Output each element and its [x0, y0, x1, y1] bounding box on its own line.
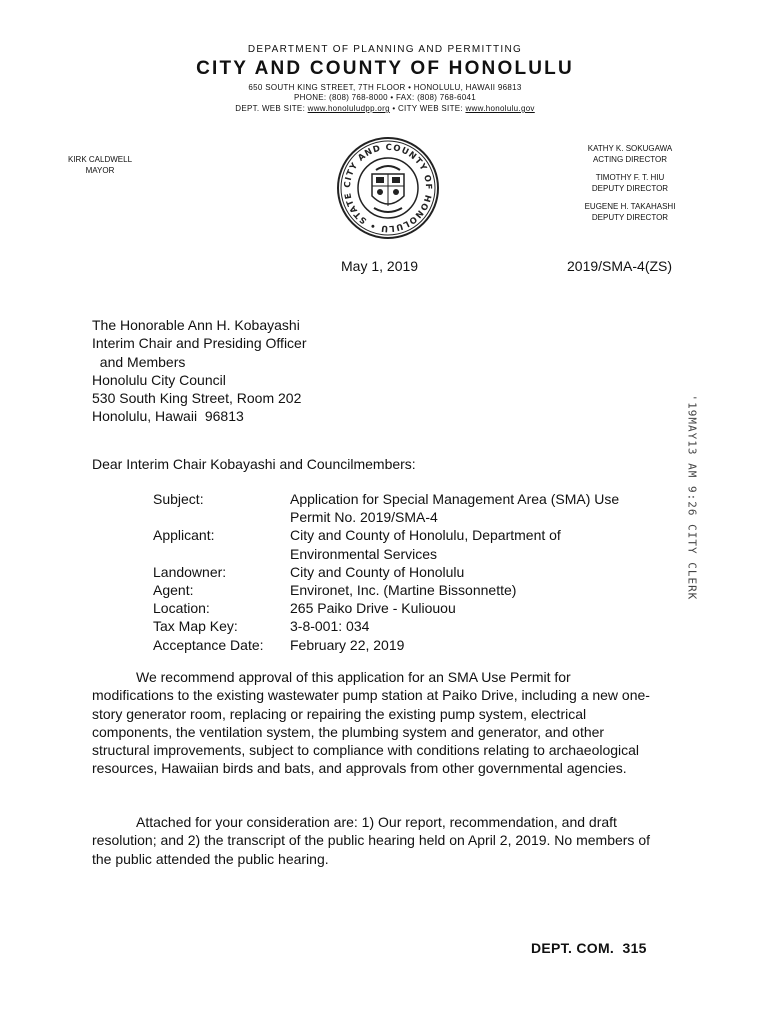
addressee-line: and Members	[92, 353, 186, 370]
mayor-block	[68, 154, 132, 176]
svg-text:CITY AND COUNTY OF HONOLULU •: CITY AND COUNTY OF HONOLULU • STATE	[342, 142, 434, 234]
detail-value: Environet, Inc. (Martine Bissonnette)	[290, 582, 517, 599]
city-seal-icon	[336, 136, 440, 240]
details-table	[153, 490, 630, 654]
details-row	[153, 563, 630, 581]
detail-label: Location:	[153, 600, 210, 617]
detail-label: Tax Map Key:	[153, 618, 238, 635]
officer-name: KATHY K. SOKUGAWA	[587, 144, 673, 153]
mayor-title: MAYOR	[85, 166, 115, 175]
officer-title: DEPUTY DIRECTOR	[591, 212, 669, 222]
addressee-line: Honolulu City Council	[92, 371, 226, 388]
details-row	[153, 599, 630, 617]
dept-website-link[interactable]: www.honoluludpp.org	[307, 104, 390, 113]
stamp-text: '19MAY13 AM 9:26 CITY CLERK	[685, 394, 699, 601]
details-row	[153, 526, 630, 562]
department-name: DEPARTMENT OF PLANNING AND PERMITTING	[247, 44, 523, 55]
salutation: Dear Interim Chair Kobayashi and Councilmembers:	[92, 456, 416, 472]
officers-block	[560, 144, 700, 223]
letterhead-websites	[0, 104, 770, 113]
file-number: 2019/SMA-4(ZS)	[567, 258, 673, 274]
addressee-block	[92, 316, 307, 426]
mayor-name: KIRK CALDWELL	[68, 155, 133, 164]
detail-value: City and County of Honolulu, Department of Environmental Services	[290, 527, 561, 562]
clerk-receipt-stamp	[680, 394, 704, 601]
details-row	[153, 617, 630, 635]
detail-label: Acceptance Date:	[153, 636, 264, 653]
detail-value: 3-8-001: 034	[290, 618, 370, 635]
paragraph-text: Attached for your consideration are: 1) Our report, recommendation, and draft resolution; and 2) the transcript of the public hearing held on April 2, 2019. No members of the public attended the public hearing.	[92, 814, 650, 867]
body-paragraph	[92, 668, 652, 778]
web-mid: • CITY WEB SITE:	[389, 104, 466, 113]
web-prefix: DEPT. WEB SITE:	[235, 104, 308, 113]
city-website-link[interactable]: www.honolulu.gov	[465, 104, 535, 113]
detail-label: Landowner:	[153, 563, 227, 580]
detail-label: Agent:	[153, 582, 194, 599]
details-row	[153, 490, 630, 526]
letterhead-phone: PHONE: (808) 768-8000 • FAX: (808) 768-6041	[293, 93, 477, 102]
addressee-line: Honolulu, Hawaii 96813	[92, 408, 244, 425]
addressee-line: The Honorable Ann H. Kobayashi	[92, 317, 300, 333]
detail-value: 265 Paiko Drive - Kuliouou	[290, 600, 456, 617]
officer-title: DEPUTY DIRECTOR	[591, 183, 669, 193]
paragraph-text: We recommend approval of this application for an SMA Use Permit for modifications to the existing wastewater pump station at Paiko Drive, including a new one-story generator room, replacing or repairing the existing pump system, electrical components, the ventilation system, the plumbing system and generator, and other structural improvements, subject to compliance with conditions relating to archaeological resources, Hawaiian birds and bats, and approvals from other governmental agencies.	[92, 669, 650, 777]
letterhead-address: 650 SOUTH KING STREET, 7TH FLOOR • HONOLULU, HAWAII 96813	[248, 83, 522, 92]
city-name: CITY AND COUNTY OF HONOLULU	[196, 58, 574, 79]
addressee-line: 530 South King Street, Room 202	[92, 390, 302, 407]
officer-name: EUGENE H. TAKAHASHI	[584, 202, 676, 211]
details-row	[153, 636, 630, 654]
officer-name: TIMOTHY F. T. HIU	[595, 173, 665, 182]
detail-value: City and County of Honolulu	[290, 563, 465, 580]
addressee-line: Interim Chair and Presiding Officer	[92, 335, 307, 352]
body-paragraph	[92, 813, 652, 868]
dept-com-number: DEPT. COM. 315	[531, 940, 647, 956]
officer-title: ACTING DIRECTOR	[592, 154, 668, 164]
letter-date: May 1, 2019	[341, 258, 419, 274]
details-row	[153, 581, 630, 599]
detail-value: February 22, 2019	[290, 636, 405, 653]
detail-label: Subject:	[153, 491, 204, 507]
detail-label: Applicant:	[153, 527, 215, 544]
detail-value: Application for Special Management Area (SMA) Use Permit No. 2019/SMA-4	[290, 491, 620, 526]
